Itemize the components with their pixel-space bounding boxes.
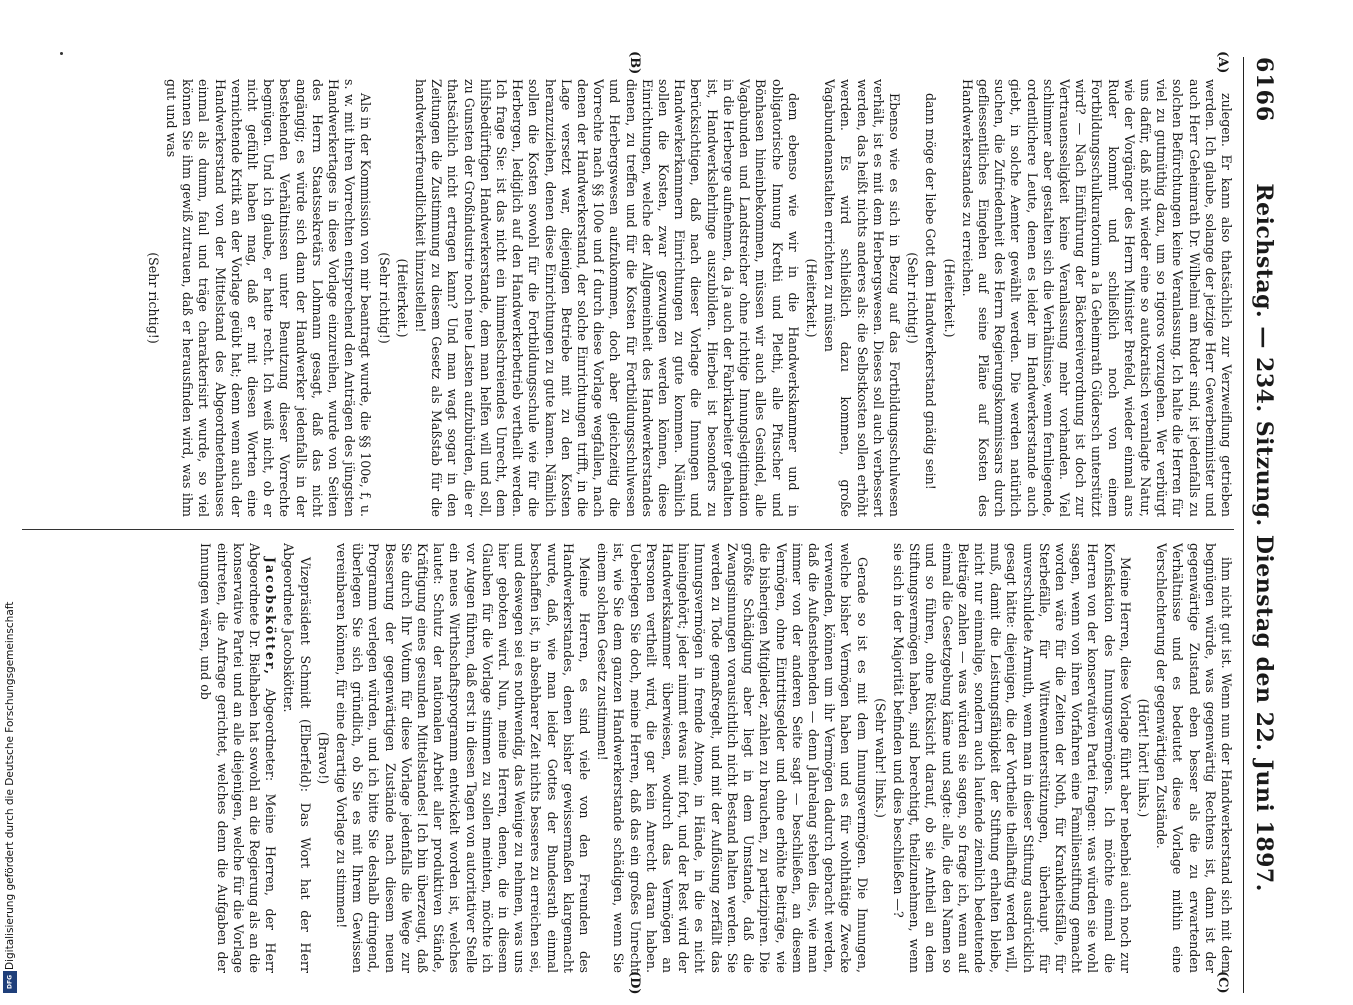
- right-text-column: [22, 543, 1234, 973]
- interjection: (Heiterkeit.): [394, 258, 410, 338]
- margin-mark-b: (B): [627, 51, 642, 75]
- paragraph: Meine Herren, es sind viele von den Freunden des Handwerkerstandes, denen bisher gewissermaßen klargemacht wurde, daß, wie man leider Gottes der Bundesrath einmal beschaffen ist, in absehbarer Zeit nichts besseres zu erreichen sei, und deswegen sei es nothwendig, das Wenige zu nehmen, was uns hier geboten wird. Nun, meine Herren, denen, die in diesem Glauben für die Vorlage stimmen zu sollen meinten, möchte ich vor Augen führen, daß erst in diesen Tagen von autoritativer Stelle ein neues Wirthschaftsprogramm entwickelt worden ist, welches lautet: Schutz der nationalen Arbeit aller produktiven Stände, Kräftigung eines gesunden Mittelstandes! Ich bin überzeugt, daß Sie durch Ihr Votum für diese Vorlage jedenfalls die Wege zur Besserung der gegenwärtigen Zustände nach diesem neuen Programm verlegen würden, und ich bitte Sie deshalb dringend, überlegen Sie sich gründlich, ob Sie es mit Ihrem Gewissen vereinbaren können, für eine derartige Vorlage zu stimmen!: [334, 543, 593, 973]
- paragraph: Gerade so ist es mit dem Innungsvermögen. Die Innungen, welche bisher Vermögen haben und es für wohlthätige Zwecke verwenden, können um ihr Vermögen dadurch gebracht werden, daß die Außenstehenden — denn Jahrelang stehen dies, wie man immer von der anderen Seite sagt — beschließen, an diesem Vermögen, ohne Eintrittsgelder und ohne erhöhte Beiträge, wie die bisherigen Mitglieder, zahlen zu brauchen, zu partizipiren. Die größte Schädigung aber liegt in dem Umstande, daß die Zwangsinnungen vorausichtlich nicht Bestand halten werden. Sie werden zu Tode gemaßregelt, und mit der Auflösung zerfällt das Innungsvermögen in fremde Atome, in Hände, in die es nicht hineingehört; jeder nimmt etwas mit fort, und der Rest wird der Handwerkskammer überwiesen, wodurch das Vermögen an Personen vertheilt wird, die gar kein Anrecht daran haben. Ueberlegen Sie doch, meine Herren, daß das ein großes Unrecht ist, wie Sie dem ganzen Handwerkerstande schädigen, wenn Sie einem solchen Gesetz zustimmen!: [595, 543, 870, 973]
- speaker-name: Jacobskötter,: [263, 557, 279, 676]
- margin-mark-a: (A): [1215, 51, 1230, 74]
- speaker-text: Abgeordneter: Meine Herren, der Herr Abgeordnete Dr. Bielhaben hat sowohl an die Regierung als an die konservative Partei und an alle diejenigen, welche für die Vorlage eintreten, die Anfrage gerichtet, welches denn die Aufgaben der Innungen wären, und ob: [198, 543, 279, 973]
- interjection: (Bravo!): [315, 731, 331, 785]
- interjection: (Sehr richtig!): [905, 252, 921, 344]
- column-divider: [22, 529, 1234, 530]
- interjection: (Heiterkeit.): [803, 258, 819, 338]
- paragraph: ihm nicht gut ist. Wenn nun der Handwerkerstand sich mit dem begnügen würde, was gegenwärtig Rechtens ist, dann ist der gegenwärtige Zustand eben besser als die zu erwartenden Verhältnisse und es bedeutet diese Vorlage mithin eine Verschlechterung der gegenwärtigen Zustände.: [1154, 543, 1234, 973]
- dfg-logo: DFG: [3, 971, 17, 993]
- paragraph: Ebenso wie es sich in Bezug auf das Fortbildungsschulwesen verhält, ist es mit dem Herbergswesen. Dieses soll auch verbessert werden, das heißt nichts anderes als: die Selbstkosten sollen erhöht werden. Es wird schließlich dazu kommen, große Vagabundenanstalten errichten zu müssen: [822, 79, 902, 517]
- running-head: Reichstag. — 234. Sitzung. Dienstag den 22. Juni 1897.: [1251, 183, 1277, 892]
- left-text-column: [22, 79, 1234, 517]
- interjection: (Sehr richtig!): [145, 252, 161, 344]
- scanned-page: [2, 45, 1292, 1005]
- interjection: (Sehr wahr! links.): [872, 698, 888, 818]
- paragraph: dem ebenso wie wir in die Handwerkskammer und in obligatorische Innung Krethi und Plethi, alle Pfuscher und Bönhasen hineinbekommen, müssen wir auch alles Gesindel, alle Vagabunden und Landstreicher ohne richtige Innungslegitimation in die Herberge aufnehmen, da ja auch der Fabrikarbeiter gehalten ist, Handwerkslehrlinge auszubilden. Hierbei ist besonders zu berücksichtigen, daß nach dieser Vorlage die Innungen und Handwerkerkammern Einrichtungen zu gute kommen. Nämlich sollen die Kosten, zwar gezwungen werden können, diese Einrichtungen, welche der Allgemeinheit des Handwerkerstandes dienen, zu treffen und für die Kosten für Fortbildungsschulwesen und Herbergswesen aufzukommen, doch aber gleichzeitig die Vorrechte nach §§ 100e und f durch diese Vorlage wegfallen, nach denen der Handwerkerstand, der solche Einrichtungen trifft, in die Lage versetzt war, diejenigen Betriebe mit zu den Kosten heranzuziehen, denen diese Einrichtungen zu gute kamen. Nämlich sollen die Kosten sowohl für die Fortbildungsschule wie für die Herbergen, lediglich auf den Handwerkerbetrieb vertheilt werden. Ich frage Sie: ist das nicht ein himmelschreiendes Unrecht, dem hilfsbedürftigen Handwerkerstande, dem man helfen will und soll, zu Gunsten der Großindustrie noch neue Lasten aufzubürden, die er thatsächlich nicht ertragen kann? Und man wagt sogar in den Zeitungen die Zustimmung zu diesem Gesetz als Maßstab für die handwerkerfreundlichkeit hinzustellen!: [413, 79, 801, 517]
- interjection: (Hört! hört! links.): [1135, 698, 1151, 818]
- digitization-credit-strip: [2, 0, 22, 1000]
- interjection: (Heiterkeit.): [941, 258, 957, 338]
- interjection: (Sehr richtig!): [376, 252, 392, 344]
- paragraph: zulegen. Er kann also thatsächlich zur Verzweiflung getrieben werden. Ich glaube, solange der jetzige Herr Gewerbeminister und auch Herr Geheimrath Dr. Wilhelmi am Ruder sind, ist jedenfalls zu solchen Befürchtungen keine Veranlassung. Ich halte die Herren für viel zu gutmüthig dazu, um so rigoros vorzugehen. Wer verbürgt uns dafür, daß nicht wieder eine so autokratisch veranlagte Natur, wie der Vorgänger des Herrn Minister Brefeld, wieder einmal ans Ruder kommt und schließlich noch von einem Fortbildungsschulkuratorium a la Geheimrath Güdersch unterstützt wird? — Nach Einführung der Bäckereiverordnung ist doch zur Vertrauensseligkeit keine Veranlassung mehr vorhanden. Viel schlimmer aber gestalten sich die Verhältnisse, wenn fernliegende, ordentlichere Leute, denen es leider im Handwerkerstande auch giebt, in solche Aemter gewählt werden. Die werden natürlich suchen, die Zufriedenheit des Herrn Regierungskommissars durch gefliessentliches Eingehen auf seine Pläne auf Kosten des Handwerkerstandes zu erreichen.: [959, 79, 1234, 517]
- page-number: 6166: [1251, 57, 1277, 123]
- paragraph: Meine Herren, diese Vorlage führt aber nebenbei auch noch zur Konfiskation des Innungsvermögens. Ich möchte einmal die Herren von der konservativen Partei fragen: was würden sie wohl sagen, wenn von ihren Vorfahren eine Familienstiftung gemacht worden wäre für die Zeiten der Noth, für Krankheitsfälle, für Sterbefälle, für Wittwenunterstützungen, überhaupt für unverschuldete Armuth, wenn man in dieser Stiftung ausdrücklich gesagt hätte: diejenigen, die der Vortheile theilhaftig werden will, muß, damit die Leistungsfähigkeit der Stiftung erhalten bleibe, nicht nur einmalige, sondern auch laufende ziemlich bedeutende Beiträge zahlen — was würden sie sagen, so frage ich, wenn auf einmal die Gesetzgebung käme und sagte: alle, die den Namen so und so führen, ohne Rücksicht darauf, ob sie Antheil an dem Stiftungsvermögen haben, sind berechtigt, theilzunehmen, wenn sie sich in der Majorität befinden und dies beschließen —?: [890, 543, 1133, 973]
- margin-mark-d: (D): [627, 971, 642, 995]
- speaker-paragraph: [197, 543, 278, 973]
- speaker-intro: Vizepräsident Schmidt (Elberfeld): Das Wort hat der Herr Abgeordnete Jacobskötter.: [281, 543, 313, 973]
- margin-mark-c: (C): [1215, 971, 1230, 994]
- paragraph: dann möge der liebe Gott dem Handwerkerstand gnädig sein!: [923, 93, 939, 490]
- page-header: [1243, 57, 1284, 993]
- paragraph: Als in der Kommission von mir beantragt wurde, die §§ 100e, f, u. s. w. mit ihren Vorrechten entsprechend den Anträgen des jüngsten Handwerkertages in diese Vorlage einzureihen, wurde von Seiten des Herrn Staatssekretärs Lohmann gesagt, daß das nicht angängig; es würde sich dann der Handwerker jedenfalls in der bestehenden Verhältnissen unter Benutzung dieser Vorrechte begnügen. Und ich glaube, er hatte recht. Ich weiß nicht, ob er nicht gefühlt haben mag, daß er mit diesen Worten eine vernichtende Kritik an der Vorlage geübt hat; denn wenn auch der Handwerkerstand von der Mittelstand des Abgeordnetenhauses einmal als dumm, faul und träge charakterisirt wurde, so viel können Sie ihm gewiß zutrauen, daß er herausfinden wird, was ihm gut und was: [164, 79, 374, 517]
- digitization-credit: Digitalisierung gefördert durch die Deutsche Forschungsgemeinschaft: [4, 601, 16, 970]
